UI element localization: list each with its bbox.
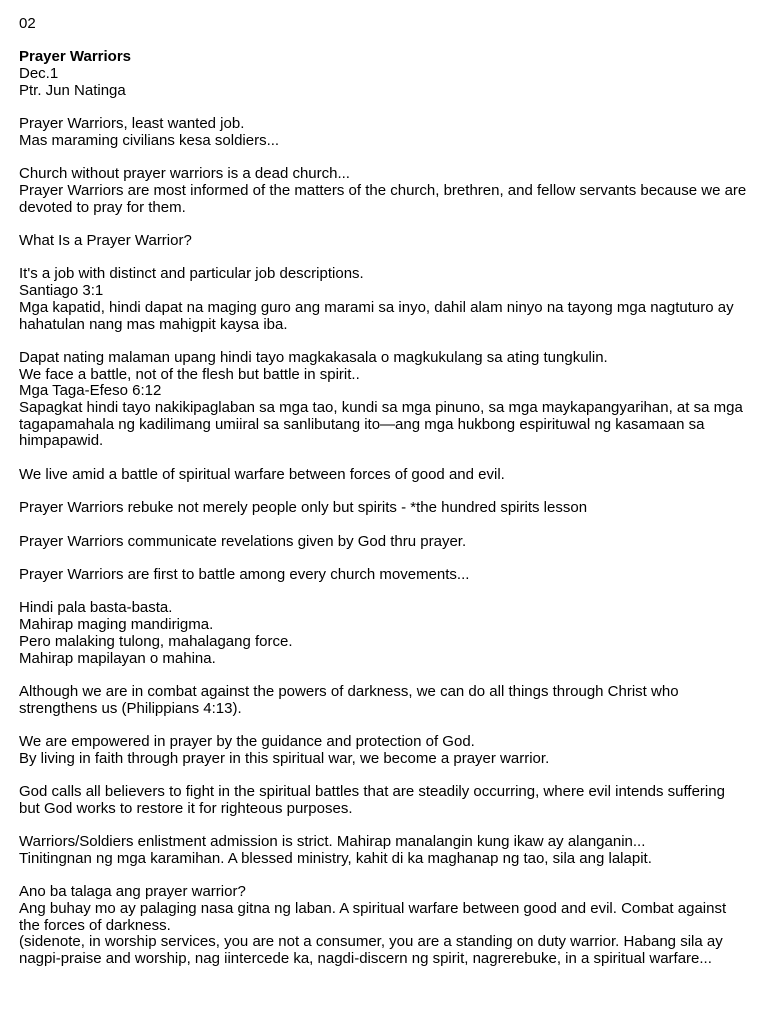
paragraph xyxy=(19,684,749,717)
paragraph xyxy=(19,784,749,817)
paragraph xyxy=(19,600,749,667)
text-line: (sidenote, in worship services, you are not a consumer, you are a standing on duty warrior. Habang sila ay nagpi-praise and worship, nag iintercede ka, nagdi-discern ng spirit, nagrerebuke, in a spiritual warfare... xyxy=(19,933,727,968)
text-line: Pero malaking tulong, mahalagang force. xyxy=(19,632,293,650)
paragraph xyxy=(19,116,749,149)
text-line: It's a job with distinct and particular job descriptions. xyxy=(19,265,364,283)
blank-line xyxy=(19,517,749,534)
blank-line xyxy=(19,450,749,467)
paragraph xyxy=(19,834,749,867)
text-line: Prayer Warriors, least wanted job. xyxy=(19,115,245,133)
text-line: Hindi pala basta-basta. xyxy=(19,599,173,617)
text-line: Prayer Warriors are first to battle among every church movements... xyxy=(19,566,470,584)
blank-line xyxy=(19,767,749,784)
text-line: We live amid a battle of spiritual warfare between forces of good and evil. xyxy=(19,465,505,483)
text-line: Mahirap maging mandirigma. xyxy=(19,616,214,634)
blank-line xyxy=(19,150,749,167)
text-line: Dapat nating malaman upang hindi tayo magkakasala o magkukulang sa ating tungkulin. xyxy=(19,348,608,366)
paragraph xyxy=(19,166,749,216)
blank-line xyxy=(19,717,749,734)
blank-line xyxy=(19,333,749,350)
paragraph xyxy=(19,467,749,484)
paragraph xyxy=(19,734,749,767)
text-line: Ano ba talaga ang prayer warrior? xyxy=(19,883,246,901)
paragraph xyxy=(19,266,749,333)
text-line: Prayer Warriors are most informed of the matters of the church, brethren, and fellow servants because we are devoted to pray for them. xyxy=(19,181,751,216)
blank-line xyxy=(19,484,749,501)
text-line: Warriors/Soldiers enlistment admission is strict. Mahirap manalangin kung ikaw ay alanganin... xyxy=(19,833,646,851)
paragraph xyxy=(19,350,749,450)
text-line: Sapagkat hindi tayo nakikipaglaban sa mga tao, kundi sa mga pinuno, sa mga maykapangyarihan, at sa mga tagapamahala ng kadilimang umiiral sa sanlibutang ito—ang mga hukbong espirituwal ng kasamaan sa himpapawid. xyxy=(19,399,747,450)
text-line: By living in faith through prayer in this spiritual war, we become a prayer warrior. xyxy=(19,749,550,767)
paragraph xyxy=(19,233,749,250)
text-line: Prayer Warriors communicate revelations given by God thru prayer. xyxy=(19,532,467,550)
blank-line xyxy=(19,584,749,601)
text-line: Mas maraming civilians kesa soldiers... xyxy=(19,131,280,149)
text-line: What Is a Prayer Warrior? xyxy=(19,232,192,250)
page-number: 02 xyxy=(19,15,36,32)
text-line: Church without prayer warriors is a dead church... xyxy=(19,165,350,183)
text-line: Although we are in combat against the powers of darkness, we can do all things through Christ who strengthens us (Philippians 4:13). xyxy=(19,682,683,717)
blank-line xyxy=(19,33,749,50)
text-line: Mga kapatid, hindi dapat na maging guro ang marami sa inyo, dahil alam ninyo na tayong mga nagtuturo ay hahatulan nang mas mahigpit kaysa iba. xyxy=(19,298,738,333)
blank-line xyxy=(19,250,749,267)
text-line: We face a battle, not of the flesh but battle in spirit.. xyxy=(19,365,360,383)
document-page xyxy=(19,16,749,968)
document-author: Ptr. Jun Natinga xyxy=(19,81,126,99)
text-line: We are empowered in prayer by the guidance and protection of God. xyxy=(19,733,475,751)
text-line: Mahirap mapilayan o mahina. xyxy=(19,649,216,667)
blank-line xyxy=(19,216,749,233)
blank-line xyxy=(19,868,749,885)
text-line: Santiago 3:1 xyxy=(19,282,104,300)
paragraph xyxy=(19,884,749,968)
text-line: Tinitingnan ng mga karamihan. A blessed ministry, kahit di ka maghanap ng tao, sila ang lalapit. xyxy=(19,849,652,867)
document-date: Dec.1 xyxy=(19,65,59,83)
text-line: God calls all believers to fight in the spiritual battles that are steadily occurring, where evil intends suffering but God works to restore it for righteous purposes. xyxy=(19,783,730,817)
text-line: Ang buhay mo ay palaging nasa gitna ng laban. A spiritual warfare between good and evil. Combat against the forces of darkness. xyxy=(19,900,731,934)
blank-line xyxy=(19,550,749,567)
text-line: Mga Taga-Efeso 6:12 xyxy=(19,382,162,400)
paragraph xyxy=(19,567,749,584)
text-line: Prayer Warriors rebuke not merely people only but spirits - *the hundred spirits lesson xyxy=(19,499,588,517)
paragraph xyxy=(19,500,749,517)
document-title: Prayer Warriors xyxy=(19,48,132,66)
blank-line xyxy=(19,818,749,835)
blank-line xyxy=(19,667,749,684)
blank-line xyxy=(19,100,749,117)
document-body xyxy=(19,100,749,968)
paragraph xyxy=(19,534,749,551)
